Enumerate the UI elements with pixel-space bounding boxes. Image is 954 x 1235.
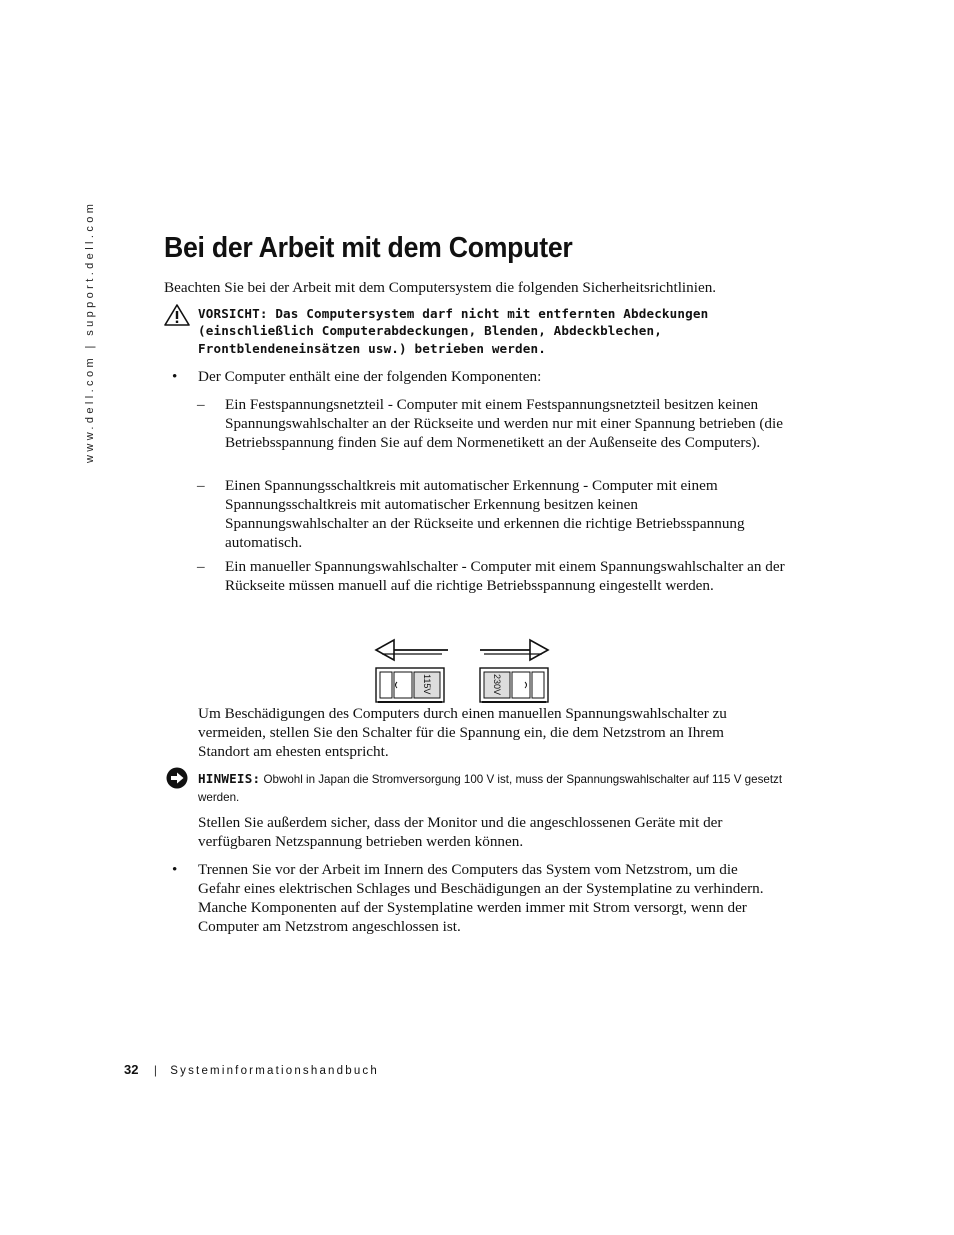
list-item-text: Ein manueller Spannungswahlschalter - Computer mit einem Spannungswahlschalter an der Rückseite müssen manuell auf die richtige Betriebsspannung eingestellt werden. — [225, 558, 785, 594]
notice-arrow-icon — [165, 767, 189, 789]
page-footer — [124, 1062, 379, 1077]
monitor-paragraph: Stellen Sie außerdem sicher, dass der Monitor und die angeschlossenen Geräte mit der verfügbaren Netzspannung betrieben werden können. — [198, 814, 723, 850]
sidebar-url: www.dell.com | support.dell.com — [84, 200, 96, 463]
voltage-switch-figure — [372, 636, 552, 706]
switch-label-230v: 230V — [492, 674, 502, 696]
notice-text — [198, 770, 788, 806]
notice-label: HINWEIS: — [198, 771, 261, 786]
caution-text: VORSICHT: Das Computersystem darf nicht mit entfernten Abdeckungen (einschließlich Computerabdeckungen, Blenden, Abdeckblechen, Frontblendeneinsätzen usw.) betrieben werden. — [198, 306, 709, 356]
switch-paragraph: Um Beschädigungen des Computers durch einen manuellen Spannungswahlschalter zu vermeiden, stellen Sie den Schalter für die Spannung ein, die dem Netzstrom an Ihrem Standort am ehesten entspricht. — [198, 705, 727, 760]
dash-icon: – — [197, 396, 205, 413]
bullet-text: Trennen Sie vor der Arbeit im Innern des Computers das System vom Netzstrom, um die Gefahr eines elektrischen Schlages und Beschädigungen an der Systemplatine zu verhindern. Manche Komponenten auf der Systemplatine werden immer mit Strom versorgt, wenn der Computer am Netzstrom angeschlossen ist. — [198, 861, 764, 935]
bullet-icon: • — [172, 368, 178, 385]
list-item-text: Einen Spannungsschaltkreis mit automatischer Erkennung - Computer mit einem Spannungsschaltkreis mit automatischer Erkennung besitzen keinen Spannungswahlschalter an der Rückseite und erkennen die richtige Betriebsspannung automatisch. — [225, 477, 745, 551]
page-title: Bei der Arbeit mit dem Computer — [164, 232, 573, 264]
switch-label-115v: 115V — [422, 674, 432, 695]
dash-icon: – — [197, 558, 205, 575]
arrow-right-icon — [480, 640, 548, 660]
bullet-icon: • — [172, 861, 178, 878]
footer-book-title: Systeminformationshandbuch — [170, 1065, 379, 1077]
intro-text: Beachten Sie bei der Arbeit mit dem Computersystem die folgenden Sicherheitsrichtlinien. — [164, 279, 717, 296]
notice-body: Obwohl in Japan die Stromversorgung 100 V ist, muss der Spannungswahlschalter auf 115 V gesetzt werden. — [198, 773, 783, 804]
switch-115v-icon — [376, 668, 444, 702]
bullet-text: Der Computer enthält eine der folgenden Komponenten: — [198, 368, 542, 385]
switch-230v-icon — [480, 668, 548, 702]
arrow-left-icon — [376, 640, 448, 660]
caution-triangle-icon — [164, 304, 190, 326]
footer-separator: | — [153, 1063, 157, 1077]
dash-icon: – — [197, 477, 205, 494]
list-item-text: Ein Festspannungsnetzteil - Computer mit einem Festspannungsnetzteil besitzen keinen Spannungswahlschalter an der Rückseite und werden nur mit einer Spannung betrieben (die Betriebsspannung finden Sie auf dem Normenetikett an der Außenseite des Computers). — [225, 396, 783, 451]
page-number: 32 — [124, 1062, 139, 1077]
